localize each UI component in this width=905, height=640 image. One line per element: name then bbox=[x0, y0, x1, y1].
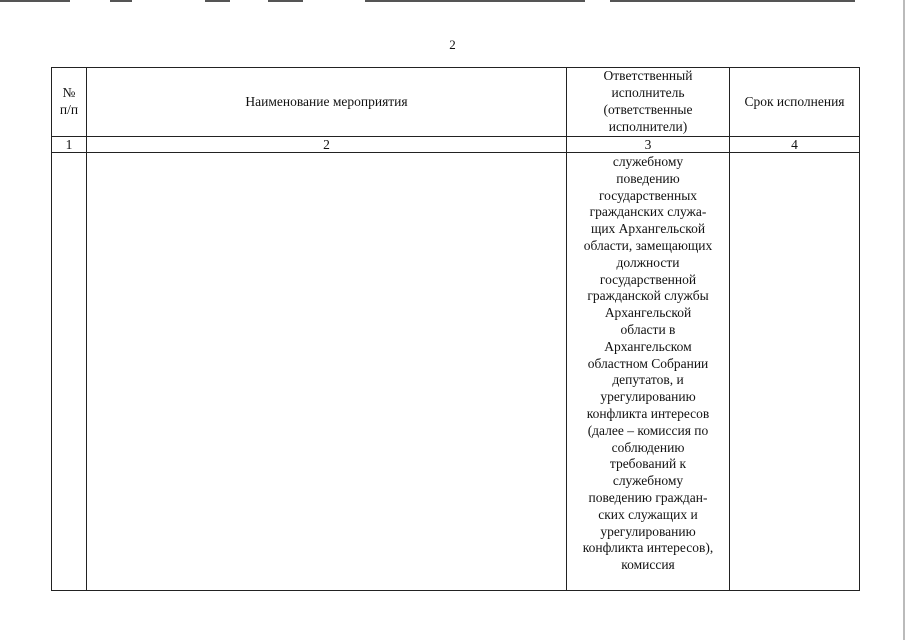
header-activity-name: Наименование мероприятия bbox=[87, 68, 567, 137]
responsible-cell: служебному поведению государственных гражданских служа- щих Архангельской области, замещающих должности государственной гражданской службы Архангельской области в Архангельском областном Собрании депутатов, и урегулированию конфликта интересов (далее – комиссия по соблюдению требований к служебному поведению граждан- ских служащих и урегулированию конфликта интересов), комиссия bbox=[567, 153, 730, 591]
scan-top-edge bbox=[0, 0, 905, 3]
header-item-number: № п/п bbox=[52, 68, 87, 137]
page-number: 2 bbox=[449, 37, 456, 52]
activities-table bbox=[51, 67, 860, 591]
header-deadline: Срок исполнения bbox=[730, 68, 860, 137]
column-number: 4 bbox=[730, 137, 860, 153]
column-number-row bbox=[52, 137, 860, 153]
column-number: 2 bbox=[87, 137, 567, 153]
header-row bbox=[52, 68, 860, 137]
table-row bbox=[52, 153, 860, 591]
deadline-cell bbox=[730, 153, 860, 591]
row-number-cell bbox=[52, 153, 87, 591]
header-responsible: Ответственный исполнитель (ответственные исполнители) bbox=[567, 68, 730, 137]
column-number: 1 bbox=[52, 137, 87, 153]
activity-name-cell bbox=[87, 153, 567, 591]
column-number: 3 bbox=[567, 137, 730, 153]
